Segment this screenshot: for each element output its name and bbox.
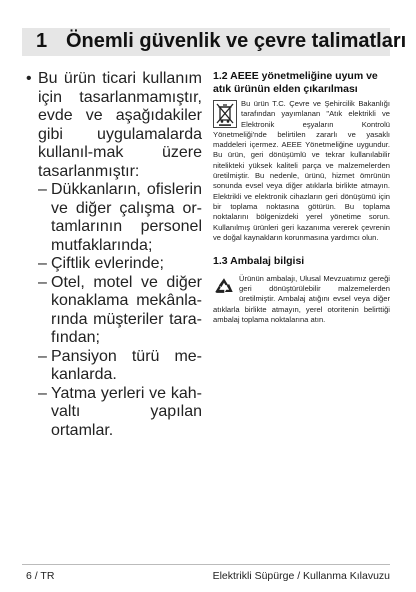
- list-item-text: Çiftlik evlerinde;: [51, 255, 164, 272]
- dash-icon: –: [38, 255, 47, 272]
- weee-section-heading: 1.2 AEEE yönetmeliğine uyum ve atık ürünün elden çıkarılması: [213, 70, 378, 95]
- list-item: [26, 348, 202, 385]
- dash-icon: –: [38, 347, 47, 365]
- list-item-text: Pansiyon türü me-kanlarda.: [51, 347, 202, 383]
- chapter-title: Önemli güvenlik ve çevre talimatları: [66, 30, 407, 52]
- list-item-text: Otel, motel ve diğer konaklama mekânla-rında müşteriler tara-fından;: [51, 273, 202, 346]
- page-number: 6 / TR: [26, 570, 55, 582]
- list-item: [26, 274, 202, 348]
- weee-section-text: [213, 99, 390, 243]
- packaging-section-heading: 1.3 Ambalaj bilgisi: [213, 255, 305, 268]
- dash-icon: –: [38, 181, 47, 198]
- list-item-text: Yatma yerleri ve kah-valtı yapılan ortamlar.: [51, 384, 202, 439]
- footer-divider: [22, 564, 390, 565]
- list-item: [26, 255, 202, 274]
- packaging-section-text: [213, 274, 390, 325]
- chapter-number: 1: [36, 30, 48, 52]
- crossed-out-bin-icon: [213, 100, 237, 128]
- document-title: Elektrikli Süpürge / Kullanma Kılavuzu: [212, 570, 390, 582]
- left-column: [26, 70, 202, 440]
- usage-intro-text: Bu ürün ticari kullanım için tasarlanmamıştır, evde ve aşağıdakiler gibi uygulamalarda kullanıl-mak üzere tasarlanmıştır:: [38, 70, 202, 180]
- dash-icon: –: [38, 273, 47, 291]
- recycle-icon: [213, 275, 235, 301]
- right-column: [213, 70, 390, 325]
- list-item-text: Dükkanların, ofislerin ve diğer çalışma or-tamlarının personel mutfaklarında;: [51, 181, 202, 254]
- usage-intro: [26, 70, 202, 181]
- bullet-icon: •: [26, 70, 32, 87]
- weee-text-body: Bu ürün T.C. Çevre ve Şehircilik Bakanlığı tarafından yayımlanan "Atık elektrikli ve Elektronik eşyaların Kontrolü Yönetmeliği'nde belirtilen zararlı ve yasaklı maddeleri içermez. AEEE Yönetmeliğine uygundur. Bu ürün, geri dönüşümlü ve tekrar kullanılabilir nitelikteki yüksek kaliteli parça ve malzemelerden üretilmiştir. Bu nedenle, ürünü, hizmet ömrünün sonunda evsel veya diğer atıklarla birlikte atmayın. Elektrikli ve elektronik cihazların geri dönüşümü için bir toplama noktasına götürün. Bu toplama noktalarını bölgenizdeki yerel yönetime sorun. Kullanılmış ürünleri geri kazanıma vererek çevrenin ve doğal kaynakların korunmasına yardımcı olun.: [213, 99, 390, 242]
- packaging-text-body: Ürünün ambalajı, Ulusal Mevzuatımız gereği geri dönüştürülebilir malzemelerden üretilmiştir. Ambalaj atığını evsel veya diğer atıklarla birlikte atmayın, yerel otoritenin belirttiği ambalaj toplama noktalarına atın.: [213, 273, 390, 324]
- chapter-header: [22, 28, 407, 56]
- dash-icon: –: [38, 384, 47, 402]
- list-item: [26, 385, 202, 441]
- list-item: [26, 181, 202, 255]
